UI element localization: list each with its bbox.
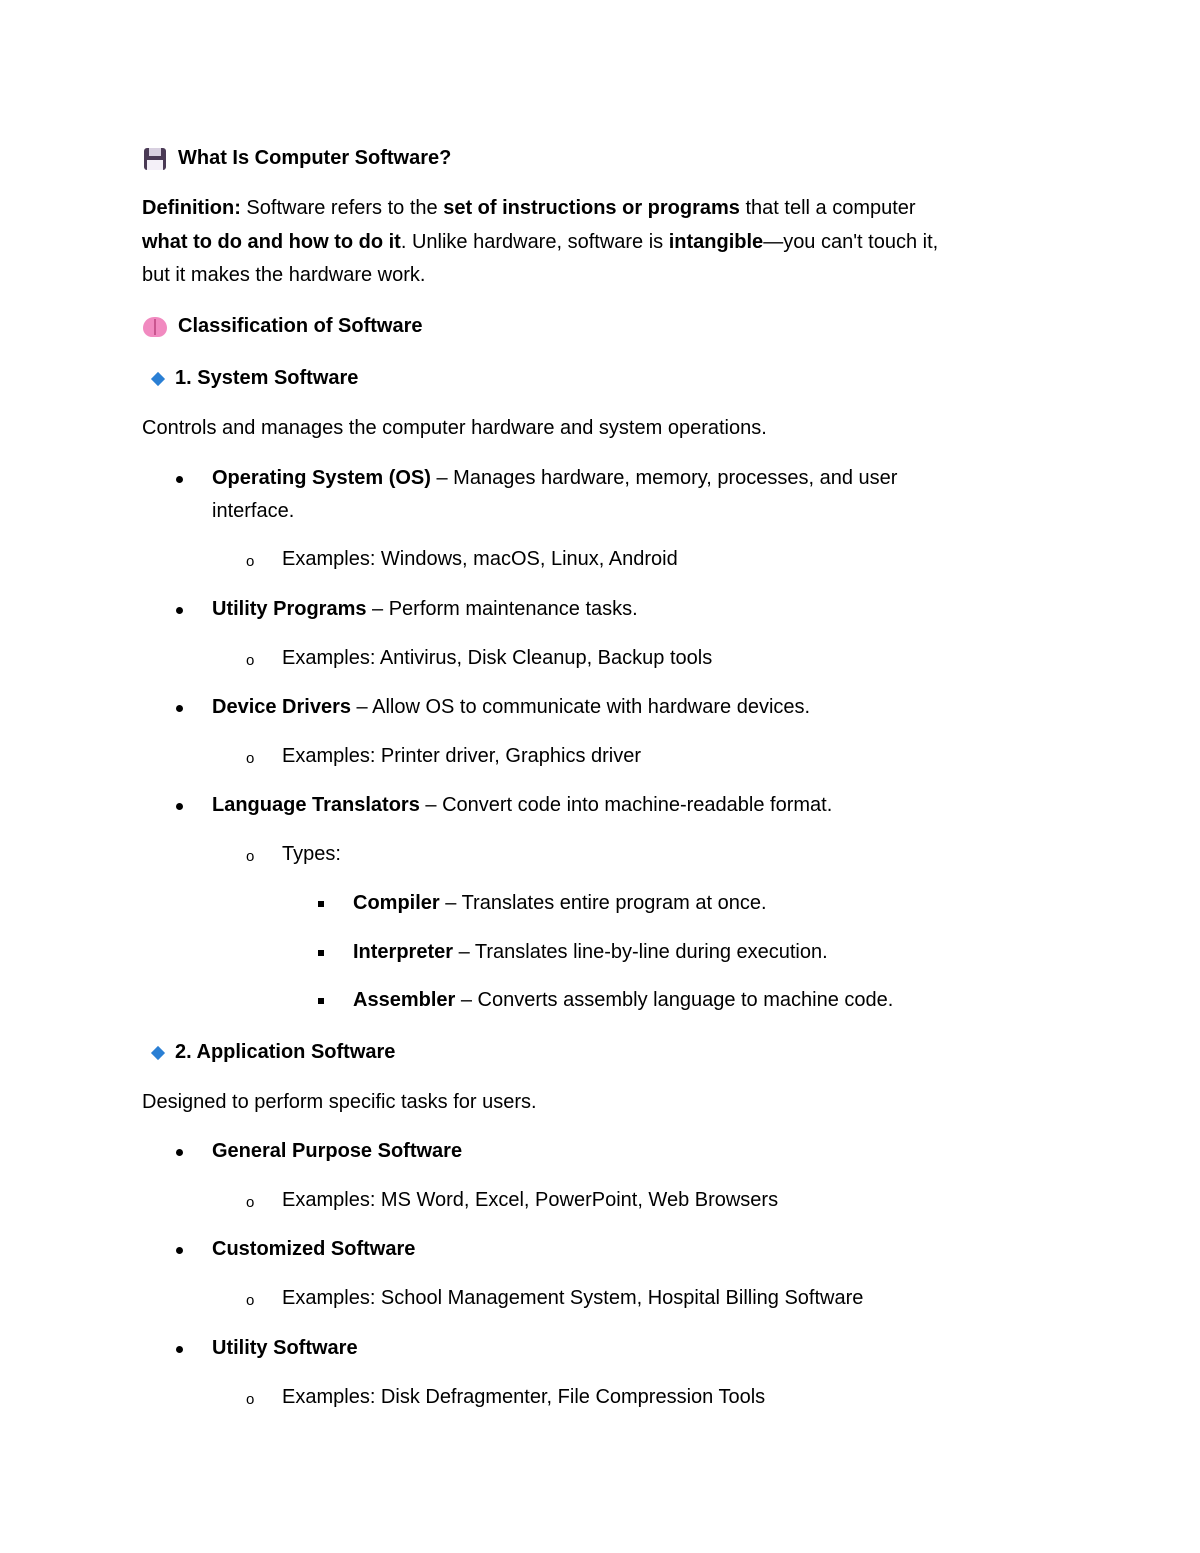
os-desc: – Manages hardware, memory, processes, and user (430, 467, 898, 489)
system-software-heading-text: 1. System Software (175, 367, 359, 389)
classification-heading (142, 310, 423, 343)
definition-bold-2: what to do and how to do it (142, 231, 401, 253)
interp-desc: – Translates line-by-line during execution. (453, 941, 828, 963)
gp-title: General Purpose Software (212, 1140, 463, 1162)
blue-diamond-icon (151, 371, 165, 385)
util-desc: – Perform maintenance tasks. (366, 598, 638, 620)
drv-title: Device Drivers (212, 696, 351, 718)
definition-text-3: . Unlike hardware, software is (400, 231, 669, 253)
bullet-circle: o (246, 553, 255, 570)
asm-title: Assembler (353, 989, 456, 1011)
app-util-title: Utility Software (212, 1337, 358, 1359)
util-examples: Examples: Antivirus, Disk Cleanup, Backup tools (282, 647, 713, 669)
bullet-square (318, 950, 324, 956)
asm-desc: – Converts assembly language to machine code. (455, 989, 894, 1011)
definition-bold-3: intangible (668, 231, 764, 253)
drv-desc: – Allow OS to communicate with hardware devices. (350, 696, 811, 718)
bullet-circle: o (246, 848, 255, 865)
brain-icon (142, 314, 168, 340)
main-heading-text: What Is Computer Software? (178, 147, 452, 169)
bullet-dot (176, 705, 183, 712)
bullet-dot (176, 1149, 183, 1156)
list-item-interpreter (353, 936, 828, 969)
definition-line-3 (142, 259, 425, 292)
system-intro: Controls and manages the computer hardware and system operations. (142, 417, 767, 439)
bullet-circle: o (246, 652, 255, 669)
application-software-heading (142, 1036, 395, 1069)
bullet-dot (176, 476, 183, 483)
definition-line-1 (142, 192, 916, 225)
list-item-compiler (353, 887, 767, 920)
compiler-desc: – Translates entire program at once. (439, 892, 767, 914)
bullet-circle: o (246, 1292, 255, 1309)
definition-bold-1: set of instructions or programs (443, 197, 740, 219)
list-item-drivers (212, 691, 810, 724)
definition-text-5: but it makes the hardware work. (142, 264, 426, 286)
floppy-disk-icon (142, 146, 168, 172)
blue-diamond-icon (151, 1045, 165, 1059)
bullet-circle: o (246, 1194, 255, 1211)
drv-examples: Examples: Printer driver, Graphics driver (282, 745, 642, 767)
definition-text-1: Software refers to the (240, 197, 444, 219)
cust-examples: Examples: School Management System, Hospital Billing Software (282, 1287, 864, 1309)
definition-line-2 (142, 226, 938, 259)
bullet-circle: o (246, 1391, 255, 1408)
application-intro: Designed to perform specific tasks for users. (142, 1091, 537, 1113)
list-item-translators (212, 789, 832, 822)
os-examples: Examples: Windows, macOS, Linux, Android (282, 548, 678, 570)
interp-title: Interpreter (353, 941, 454, 963)
definition-text-2: that tell a computer (739, 197, 916, 219)
definition-label: Definition: (142, 197, 241, 219)
os-title: Operating System (OS) (212, 467, 431, 489)
bullet-square (318, 901, 324, 907)
lt-types: Types: (282, 843, 341, 865)
lt-desc: – Convert code into machine-readable format. (419, 794, 833, 816)
gp-examples: Examples: MS Word, Excel, PowerPoint, Web Browsers (282, 1189, 779, 1211)
bullet-dot (176, 607, 183, 614)
list-item-assembler (353, 984, 893, 1017)
app-util-examples: Examples: Disk Defragmenter, File Compression Tools (282, 1386, 766, 1408)
main-heading (142, 142, 451, 175)
system-software-heading (142, 362, 358, 395)
classification-heading-text: Classification of Software (178, 315, 423, 337)
list-item-os (212, 462, 897, 495)
util-title: Utility Programs (212, 598, 367, 620)
definition-text-4: —you can't touch it, (763, 231, 939, 253)
bullet-square (318, 998, 324, 1004)
cust-title: Customized Software (212, 1238, 416, 1260)
list-item-utility (212, 593, 638, 626)
bullet-dot (176, 1346, 183, 1353)
bullet-dot (176, 1247, 183, 1254)
bullet-dot (176, 803, 183, 810)
os-desc-cont: interface. (212, 500, 295, 522)
compiler-title: Compiler (353, 892, 440, 914)
application-software-heading-text: 2. Application Software (175, 1041, 396, 1063)
lt-title: Language Translators (212, 794, 420, 816)
bullet-circle: o (246, 750, 255, 767)
